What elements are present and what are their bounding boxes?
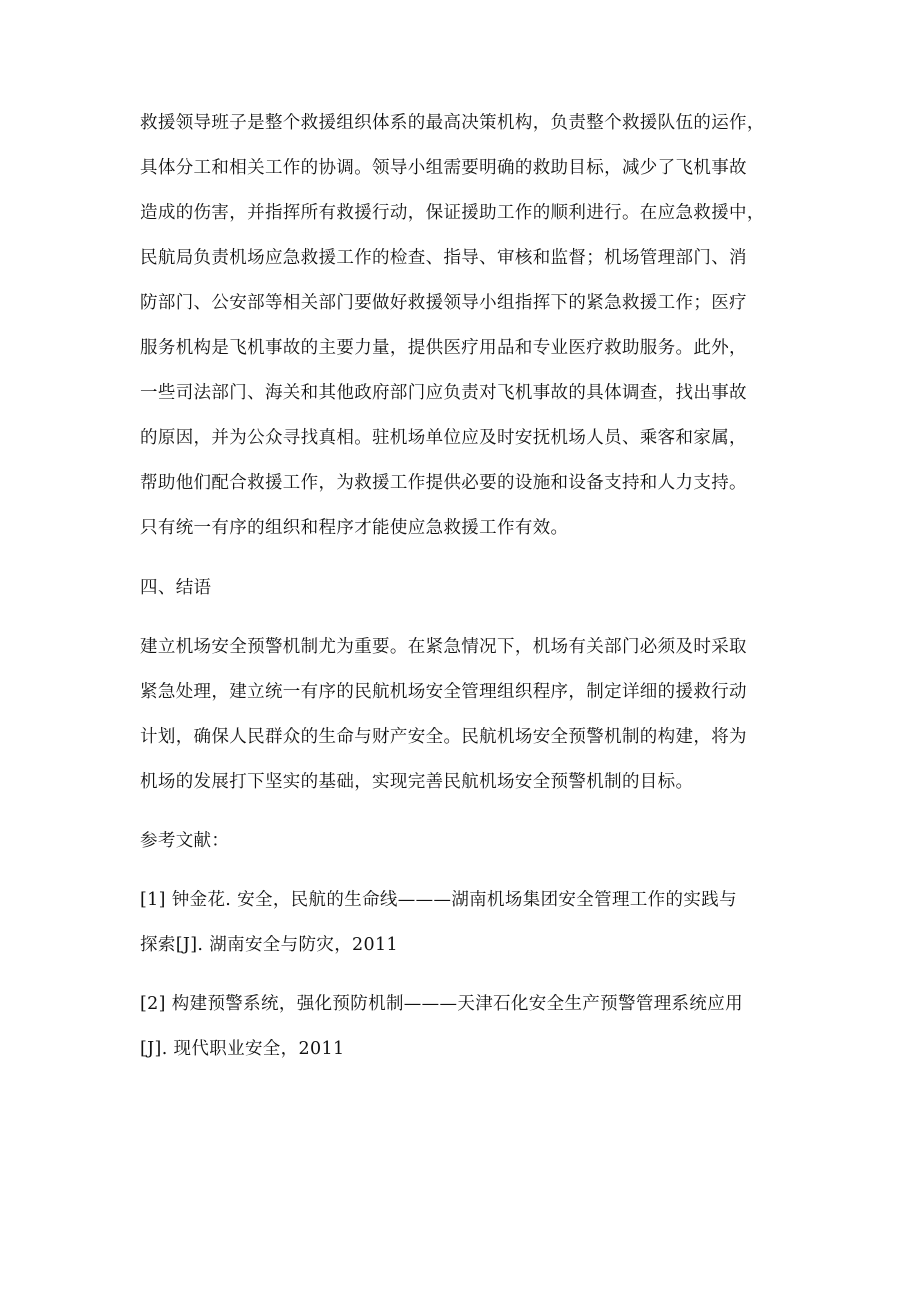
body-paragraph-line: 一些司法部门、海关和其他政府部门应负责对飞机事故的具体调查，找出事故: [140, 383, 747, 403]
reference-item-1-line-2: 探索[J]. 湖南安全与防灾，2011: [140, 935, 398, 955]
conclusion-paragraph-line: 建立机场安全预警机制尤为重要。在紧急情况下，机场有关部门必须及时采取: [140, 637, 747, 657]
body-paragraph-line: 服务机构是飞机事故的主要力量，提供医疗用品和专业医疗救助服务。此外，: [140, 338, 747, 358]
body-paragraph-line: 防部门、公安部等相关部门要做好救援领导小组指挥下的紧急救援工作；医疗: [140, 293, 747, 313]
body-paragraph-line: 救援领导班子是整个救援组织体系的最高决策机构，负责整个救援队伍的运作，: [140, 113, 765, 133]
reference-item-2-line-1: [2] 构建预警系统，强化预防机制———天津石化安全生产预警管理系统应用: [140, 994, 743, 1014]
references-heading: 参考文献：: [140, 831, 230, 851]
body-paragraph-line: 的原因，并为公众寻找真相。驻机场单位应及时安抚机场人员、乘客和家属，: [140, 428, 747, 448]
reference-item-1-line-1: [1] 钟金花. 安全，民航的生命线———湖南机场集团安全管理工作的实践与: [140, 890, 737, 910]
conclusion-paragraph-line: 紧急处理，建立统一有序的民航机场安全管理组织程序，制定详细的援救行动: [140, 682, 747, 702]
conclusion-heading: 四、结语: [140, 578, 212, 598]
reference-item-2-line-2: [J]. 现代职业安全，2011: [140, 1039, 345, 1059]
body-paragraph-line: 民航局负责机场应急救援工作的检查、指导、审核和监督；机场管理部门、消: [140, 248, 747, 268]
body-paragraph-line: 帮助他们配合救援工作，为救援工作提供必要的设施和设备支持和人力支持。: [140, 473, 747, 493]
conclusion-paragraph-line: 机场的发展打下坚实的基础，实现完善民航机场安全预警机制的目标。: [140, 772, 694, 792]
body-paragraph-line: 具体分工和相关工作的协调。领导小组需要明确的救助目标，减少了飞机事故: [140, 158, 747, 178]
body-paragraph-line: 只有统一有序的组织和程序才能使应急救援工作有效。: [140, 518, 569, 538]
body-paragraph-line: 造成的伤害，并指挥所有救援行动，保证援助工作的顺利进行。在应急救援中，: [140, 203, 765, 223]
conclusion-paragraph-line: 计划，确保人民群众的生命与财产安全。民航机场安全预警机制的构建，将为: [140, 727, 747, 747]
